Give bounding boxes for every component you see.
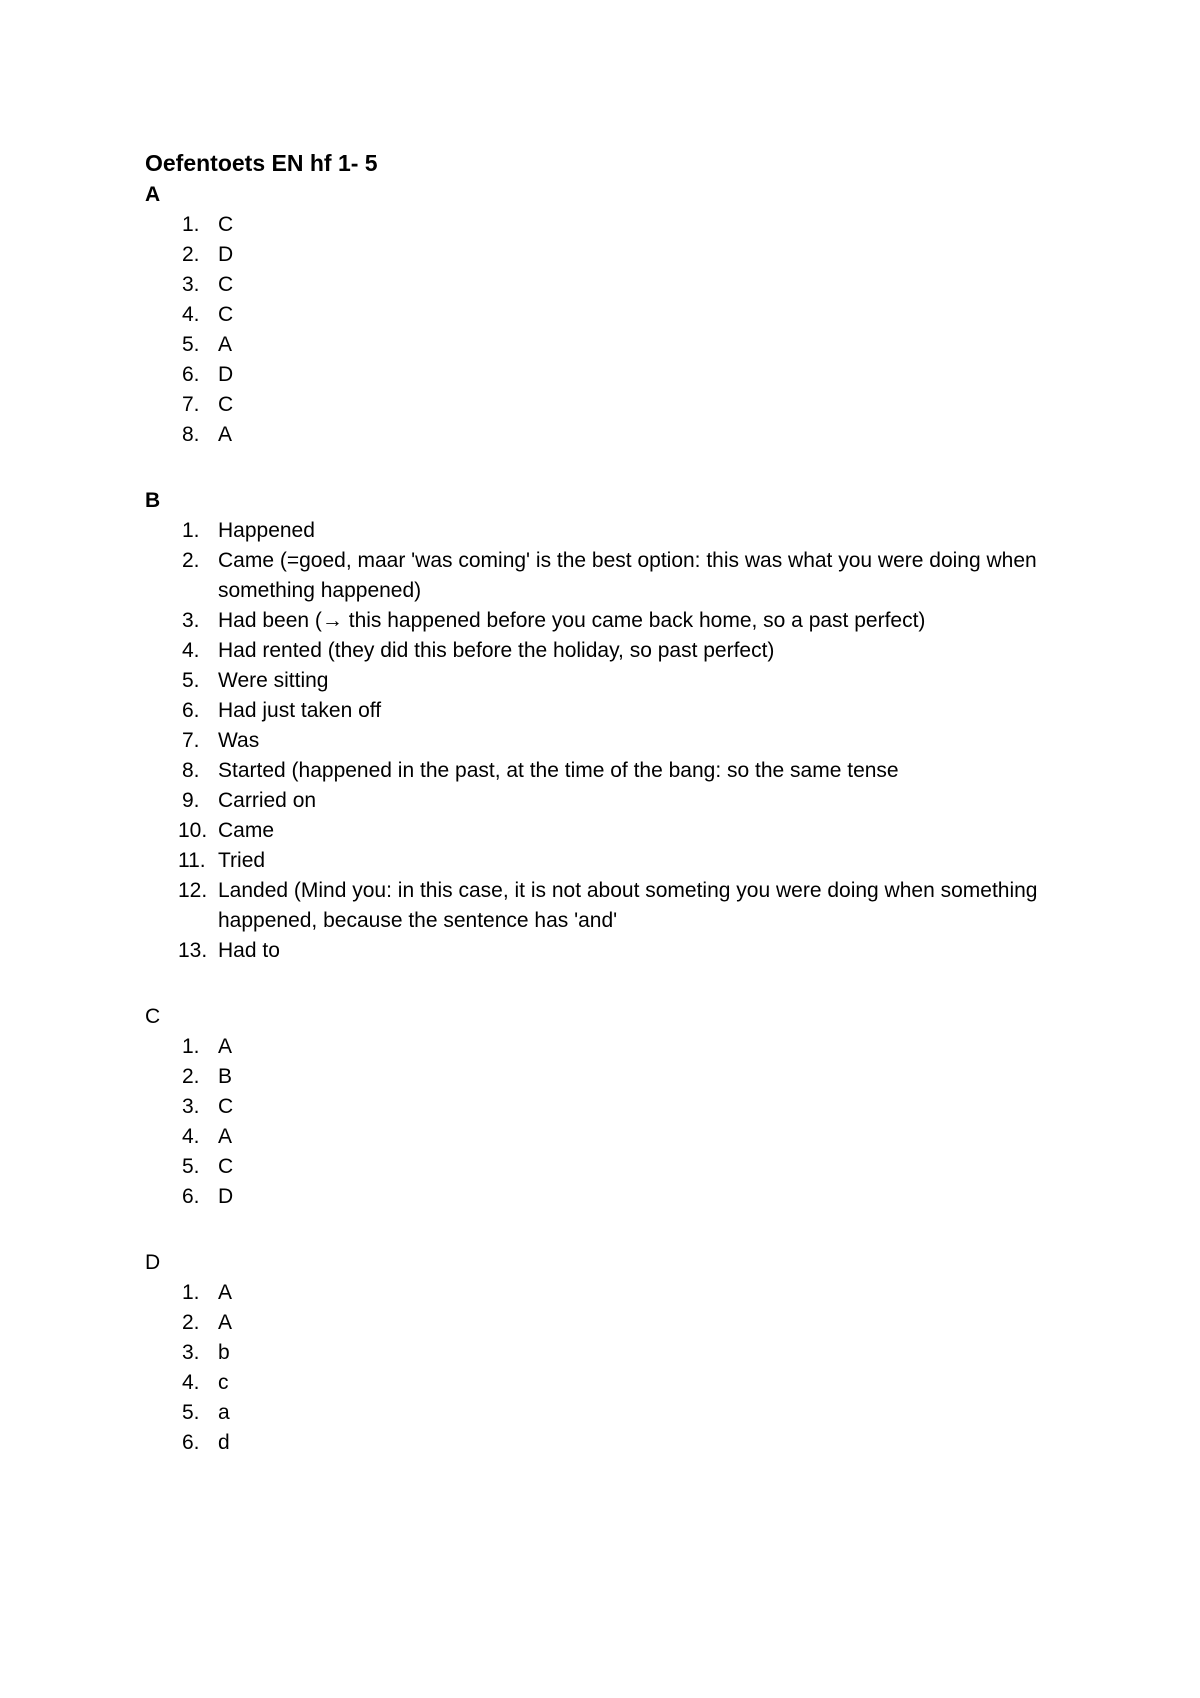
answer-number: 8. <box>182 423 200 446</box>
answer-number: 3. <box>182 273 200 296</box>
answer-number: 1. <box>182 213 200 236</box>
answer-item <box>145 786 1045 816</box>
answer-number: 2. <box>182 1065 200 1088</box>
answer-text: A <box>218 1035 233 1058</box>
answer-number: 12. <box>178 879 208 902</box>
answer-item <box>145 936 1045 966</box>
answer-item <box>145 1122 1045 1152</box>
answer-item <box>145 876 1045 936</box>
section-spacer <box>145 1212 1045 1248</box>
answer-number: 11. <box>178 849 206 872</box>
answer-number: 7. <box>182 393 200 416</box>
answer-text: Were sitting <box>218 669 329 692</box>
section-spacer <box>145 450 1045 486</box>
answer-item <box>145 606 1045 636</box>
answer-text: Had rented (they did this before the holiday, so past perfect) <box>218 639 775 662</box>
answer-item <box>145 666 1045 696</box>
answer-number: 4. <box>182 1125 200 1148</box>
answer-text: C <box>218 1155 234 1178</box>
answer-text: Came (=goed, maar 'was coming' is the best option: this was what you were doing when something happened) <box>218 549 1037 602</box>
answer-section <box>145 486 1045 966</box>
answer-item <box>145 360 1045 390</box>
answer-list <box>145 1032 1045 1212</box>
answer-text: Had been (→ this happened before you came back home, so a past perfect) <box>218 609 926 632</box>
answer-item <box>145 516 1045 546</box>
answer-item <box>145 1032 1045 1062</box>
answer-text: b <box>218 1341 230 1364</box>
answer-list <box>145 1278 1045 1458</box>
answer-text: B <box>218 1065 233 1088</box>
answer-text: Was <box>218 729 260 752</box>
answer-item <box>145 846 1045 876</box>
answer-number: 9. <box>182 789 200 812</box>
answer-text: C <box>218 273 234 296</box>
answer-number: 3. <box>182 609 200 632</box>
answer-number: 5. <box>182 1401 200 1424</box>
answer-text: C <box>218 393 234 416</box>
answer-text: C <box>218 1095 234 1118</box>
answer-item <box>145 1398 1045 1428</box>
answer-number: 1. <box>182 1035 200 1058</box>
answer-section <box>145 1002 1045 1212</box>
answer-item <box>145 756 1045 786</box>
answer-number: 5. <box>182 333 200 356</box>
answer-sections <box>145 180 1045 1458</box>
section-spacer <box>145 966 1045 1002</box>
answer-text: Had just taken off <box>218 699 382 722</box>
section-heading: A <box>145 183 161 206</box>
answer-text: A <box>218 1281 233 1304</box>
answer-text: A <box>218 333 233 356</box>
answer-text: a <box>218 1401 230 1424</box>
answer-number: 1. <box>182 519 200 542</box>
answer-number: 4. <box>182 303 200 326</box>
answer-number: 5. <box>182 1155 200 1178</box>
answer-number: 4. <box>182 1371 200 1394</box>
answer-text: C <box>218 303 234 326</box>
answer-text: Happened <box>218 519 315 542</box>
answer-text: A <box>218 1311 233 1334</box>
answer-list <box>145 516 1045 966</box>
answer-item <box>145 816 1045 846</box>
answer-item <box>145 390 1045 420</box>
answer-number: 8. <box>182 759 200 782</box>
answer-text: A <box>218 1125 233 1148</box>
answer-number: 3. <box>182 1095 200 1118</box>
answer-section <box>145 180 1045 450</box>
answer-section <box>145 1248 1045 1458</box>
answer-number: 6. <box>182 363 200 386</box>
section-heading: D <box>145 1251 161 1274</box>
document-content <box>145 146 1045 1458</box>
answer-text: C <box>218 213 234 236</box>
answer-text: Landed (Mind you: in this case, it is not about someting you were doing when something happened, because the sentence has 'and' <box>218 879 1038 932</box>
answer-number: 6. <box>182 1185 200 1208</box>
answer-text: D <box>218 1185 234 1208</box>
answer-item <box>145 1152 1045 1182</box>
answer-item <box>145 420 1045 450</box>
answer-item <box>145 270 1045 300</box>
answer-number: 13. <box>178 939 208 962</box>
answer-text: A <box>218 423 233 446</box>
answer-number: 3. <box>182 1341 200 1364</box>
answer-text: D <box>218 363 234 386</box>
answer-number: 10. <box>178 819 208 842</box>
answer-text: Had to <box>218 939 280 962</box>
answer-number: 1. <box>182 1281 200 1304</box>
answer-list <box>145 210 1045 450</box>
answer-text: Started (happened in the past, at the time of the bang: so the same tense <box>218 759 899 782</box>
answer-item <box>145 1428 1045 1458</box>
answer-item <box>145 1278 1045 1308</box>
section-heading: B <box>145 489 161 512</box>
answer-item <box>145 330 1045 360</box>
answer-item <box>145 1182 1045 1212</box>
answer-text: d <box>218 1431 230 1454</box>
answer-number: 2. <box>182 549 200 572</box>
answer-item <box>145 240 1045 270</box>
answer-item <box>145 696 1045 726</box>
answer-item <box>145 300 1045 330</box>
answer-text: Came <box>218 819 275 842</box>
answer-text: D <box>218 243 234 266</box>
answer-number: 6. <box>182 1431 200 1454</box>
answer-number: 2. <box>182 1311 200 1334</box>
answer-number: 5. <box>182 669 200 692</box>
section-heading: C <box>145 1005 161 1028</box>
answer-item <box>145 546 1045 606</box>
answer-item <box>145 1092 1045 1122</box>
answer-item <box>145 210 1045 240</box>
answer-number: 4. <box>182 639 200 662</box>
answer-item <box>145 726 1045 756</box>
answer-text: Carried on <box>218 789 317 812</box>
answer-item <box>145 1308 1045 1338</box>
document-title: Oefentoets EN hf 1- 5 <box>145 150 378 176</box>
answer-item <box>145 1338 1045 1368</box>
answer-text: c <box>218 1371 229 1394</box>
answer-item <box>145 1062 1045 1092</box>
answer-item <box>145 636 1045 666</box>
answer-number: 2. <box>182 243 200 266</box>
answer-number: 7. <box>182 729 200 752</box>
answer-text: Tried <box>218 849 266 872</box>
answer-item <box>145 1368 1045 1398</box>
answer-number: 6. <box>182 699 200 722</box>
